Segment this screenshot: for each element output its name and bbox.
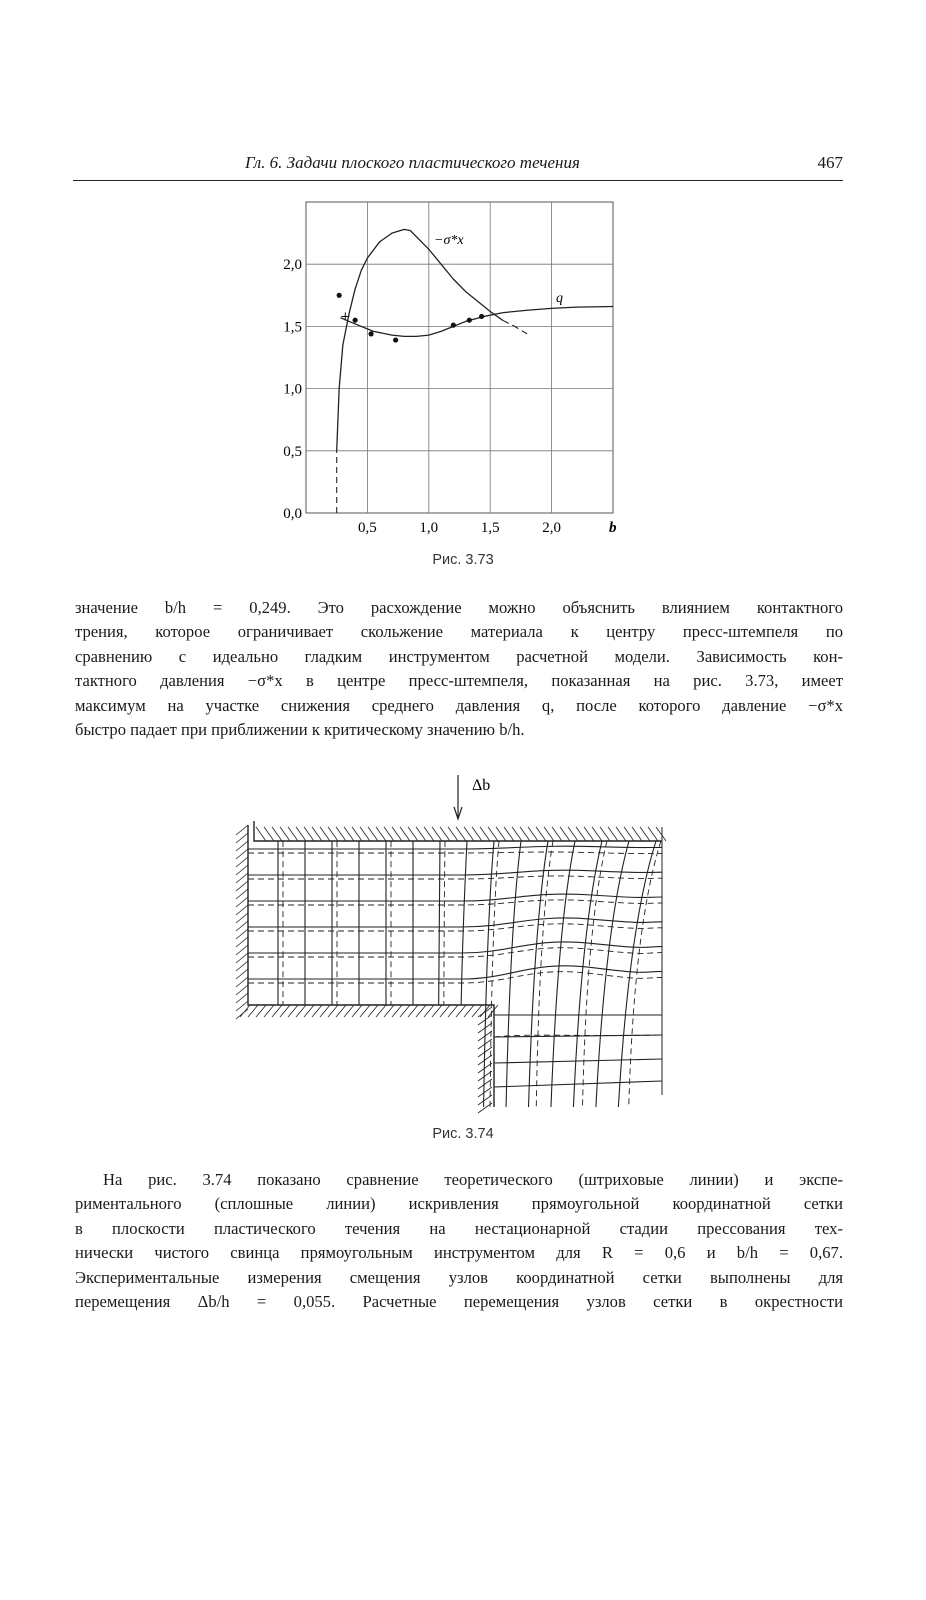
hatch-mark — [376, 1005, 386, 1017]
hatch-mark — [480, 827, 490, 841]
plot-frame — [306, 202, 613, 513]
hatch-mark — [236, 977, 248, 987]
hatch-mark — [312, 1005, 322, 1017]
data-point — [337, 293, 342, 298]
page-number: 467 — [817, 153, 843, 172]
running-header — [73, 153, 843, 183]
figure-3-74-caption: Рис. 3.74 — [432, 1126, 494, 1142]
hatch-mark — [416, 827, 426, 841]
hatch-mark — [296, 1005, 306, 1017]
hatch-mark — [320, 827, 330, 841]
hatch-mark — [440, 827, 450, 841]
hatch-mark — [280, 827, 290, 841]
hatch-mark — [296, 827, 306, 841]
chapter-title: Гл. 6. Задачи плоского пластического течения — [245, 153, 580, 172]
hatch-mark — [432, 1005, 442, 1017]
hatch-mark — [504, 827, 514, 841]
figure-3-73-chart — [260, 196, 640, 546]
hatch-mark — [236, 849, 248, 859]
data-point — [451, 323, 456, 328]
data-point — [393, 337, 398, 342]
hatch-mark — [648, 827, 658, 841]
hatch-mark — [456, 1005, 466, 1017]
hatch-mark — [472, 827, 482, 841]
hatch-mark — [236, 945, 248, 955]
hatch-mark — [236, 929, 248, 939]
grid-line-vertical-dashed — [583, 841, 607, 1107]
hatch-mark — [236, 833, 248, 843]
hatch-mark — [336, 827, 346, 841]
hatch-mark — [236, 889, 248, 899]
hatch-mark — [544, 827, 554, 841]
grid-line-horizontal-dashed — [248, 948, 662, 957]
grid-line-vertical-solid — [551, 841, 575, 1107]
series-line-sigma — [337, 229, 503, 450]
text-line: На рис. 3.74 показано сравнение теоретического (штриховые линии) и экспе- — [103, 1170, 843, 1189]
hatch-mark — [328, 827, 338, 841]
hatch-mark — [392, 1005, 402, 1017]
hatch-mark — [376, 827, 386, 841]
grid-line-horizontal-solid — [248, 894, 662, 901]
hatch-mark — [384, 1005, 394, 1017]
x-tick-label: 1,5 — [480, 520, 500, 536]
hatch-mark — [236, 865, 248, 875]
text-line: быстро падает при приближении к критическому значению b/h. — [75, 720, 525, 740]
hatch-mark — [352, 827, 362, 841]
data-point — [479, 314, 484, 319]
hatch-mark — [592, 827, 602, 841]
hatch-mark — [320, 1005, 330, 1017]
hatch-mark — [368, 827, 378, 841]
text-line: перемещения Δb/h = 0,055. Расчетные перемещения узлов сетки в окрестности — [75, 1292, 843, 1312]
hatch-mark — [360, 827, 370, 841]
paragraph-2 — [75, 1168, 843, 1314]
hatch-mark — [400, 1005, 410, 1017]
hatch-mark — [512, 827, 522, 841]
y-tick-label: 0,5 — [283, 443, 302, 460]
hatch-mark — [478, 1071, 492, 1081]
hatch-mark — [236, 993, 248, 1003]
load-arrow — [454, 775, 462, 819]
hatch-mark — [236, 937, 248, 947]
data-point — [368, 331, 373, 336]
chart-grid — [306, 202, 613, 513]
hatch-mark — [464, 827, 474, 841]
series-label-sigma: −σ*x — [434, 233, 464, 248]
hatch-mark — [328, 1005, 338, 1017]
hatch-mark — [236, 953, 248, 963]
hatch-mark — [336, 1005, 346, 1017]
grid-line-horizontal-solid — [248, 942, 662, 953]
hatch-mark — [312, 827, 322, 841]
hatch-mark — [408, 1005, 418, 1017]
y-tick-label: 1,5 — [283, 319, 302, 336]
hatch-mark — [256, 827, 266, 841]
hatch-mark — [464, 1005, 474, 1017]
hatch-mark — [236, 905, 248, 915]
hatch-mark — [640, 827, 650, 841]
hatch-mark — [360, 1005, 370, 1017]
hatch-mark — [304, 1005, 314, 1017]
hatch-mark — [584, 827, 594, 841]
hatch-mark — [236, 913, 248, 923]
hatch-mark — [424, 827, 434, 841]
hatch-mark — [408, 827, 418, 841]
text-line: трения, которое ограничивает скольжение материала к центру пресс-штемпеля по — [75, 622, 843, 642]
hatch-mark — [560, 827, 570, 841]
text-line: сравнению с идеально гладким инструментом расчетной модели. Зависимость кон- — [75, 646, 843, 666]
hatch-mark — [236, 841, 248, 851]
hatch-mark — [264, 1005, 274, 1017]
text-line: в плоскости пластического течения на нестационарной стадии прессования тех- — [75, 1218, 843, 1238]
hatch-mark — [304, 827, 314, 841]
hatch-mark — [256, 1005, 266, 1017]
hatch-mark — [616, 827, 626, 841]
hatch-mark — [448, 1005, 458, 1017]
tool-outline — [248, 821, 662, 1107]
chart-series — [337, 229, 613, 513]
hatch-mark — [440, 1005, 450, 1017]
hatch-mark — [552, 827, 562, 841]
grid-line-horizontal-dashed — [248, 972, 662, 983]
hatch-mark — [632, 827, 642, 841]
experimental-grid-solid — [248, 841, 662, 1107]
x-tick-label: 2,0 — [542, 520, 561, 536]
load-label: Δb — [472, 777, 491, 794]
text-line: риментального (сплошные линии) искривления прямоугольной координатной сетки — [75, 1194, 843, 1214]
y-tick-label: 2,0 — [283, 257, 302, 274]
hatch-mark — [288, 1005, 298, 1017]
text-line: Экспериментальные измерения смещения узлов координатной сетки выполнены для — [75, 1267, 843, 1287]
hatch-mark — [288, 827, 298, 841]
hatch-mark — [236, 961, 248, 971]
grid-line-vertical-dashed — [444, 841, 445, 1005]
chart-tick-labels — [283, 257, 561, 536]
hatch-mark — [344, 1005, 354, 1017]
hatch-mark — [384, 827, 394, 841]
hatch-mark — [368, 1005, 378, 1017]
hatch-mark — [236, 825, 248, 835]
data-point — [353, 318, 358, 323]
grid-line-vertical-solid — [439, 841, 440, 1005]
paragraph-1 — [75, 596, 843, 742]
hatch-mark — [478, 1063, 492, 1073]
x-tick-label: 0,5 — [358, 520, 377, 536]
hatch-mark — [528, 827, 538, 841]
y-tick-label: 0,0 — [283, 506, 302, 522]
hatch-mark — [448, 827, 458, 841]
grid-line-horizontal-solid — [494, 1081, 662, 1087]
header-rule — [73, 180, 843, 181]
hatch-mark — [624, 827, 634, 841]
text-line: значение b/h = 0,249. Это расхождение можно объяснить влиянием контактного — [75, 598, 843, 617]
grid-line-vertical-dashed — [536, 841, 553, 1107]
series-dashed-continuation — [502, 320, 527, 334]
hatch-mark — [608, 827, 618, 841]
grid-line-horizontal-solid — [248, 966, 662, 979]
hatch-mark — [236, 921, 248, 931]
grid-line-vertical-solid — [596, 841, 629, 1107]
hatch-mark — [488, 827, 498, 841]
series-line-q — [340, 306, 613, 336]
hatch-mark — [520, 827, 530, 841]
hatch-mark — [352, 1005, 362, 1017]
grid-line-horizontal-solid — [494, 1059, 662, 1063]
hatch-mark — [600, 827, 610, 841]
hatch-mark — [280, 1005, 290, 1017]
hatch-mark — [272, 1005, 282, 1017]
hatch-mark — [568, 827, 578, 841]
hatch-mark — [392, 827, 402, 841]
hatch-mark — [576, 827, 586, 841]
hatch-mark — [236, 881, 248, 891]
series-label-q: q — [556, 291, 563, 306]
hatch-mark — [432, 827, 442, 841]
hatch-mark — [496, 827, 506, 841]
hatch-mark — [536, 827, 546, 841]
theoretical-grid-dashed — [248, 841, 662, 1107]
container-outline — [248, 825, 494, 1107]
text-line: максимум на участке снижения среднего давления q, после которого давление −σ*x — [75, 695, 843, 715]
hatch-mark — [456, 827, 466, 841]
hatch-mark — [656, 827, 666, 841]
x-axis-label: b — [609, 520, 617, 536]
hatch-mark — [248, 1005, 258, 1017]
text-line: нически чистого свинца прямоугольным инструментом для R = 0,6 и b/h = 0,67. — [75, 1243, 843, 1263]
data-point — [467, 318, 472, 323]
figure-3-73-caption: Рис. 3.73 — [432, 552, 494, 568]
figure-3-74-grid-diagram — [232, 775, 672, 1133]
hatch-mark — [272, 827, 282, 841]
hatch-mark — [236, 969, 248, 979]
hatch-mark — [264, 827, 274, 841]
hatch-mark — [400, 827, 410, 841]
hatch-mark — [236, 873, 248, 883]
hatch-mark — [416, 1005, 426, 1017]
grid-line-vertical-solid — [461, 841, 467, 1005]
hatch-mark — [236, 985, 248, 995]
hatch-mark — [236, 897, 248, 907]
hatch-mark — [344, 827, 354, 841]
text-line: тактного давления −σ*x в центре пресс-штемпеля, показанная на рис. 3.73, имеет — [75, 671, 843, 691]
hatch-mark — [424, 1005, 434, 1017]
y-tick-label: 1,0 — [283, 381, 302, 398]
hatch-mark — [236, 857, 248, 867]
grid-line-horizontal-dashed — [248, 876, 662, 879]
x-tick-label: 1,0 — [419, 520, 439, 536]
